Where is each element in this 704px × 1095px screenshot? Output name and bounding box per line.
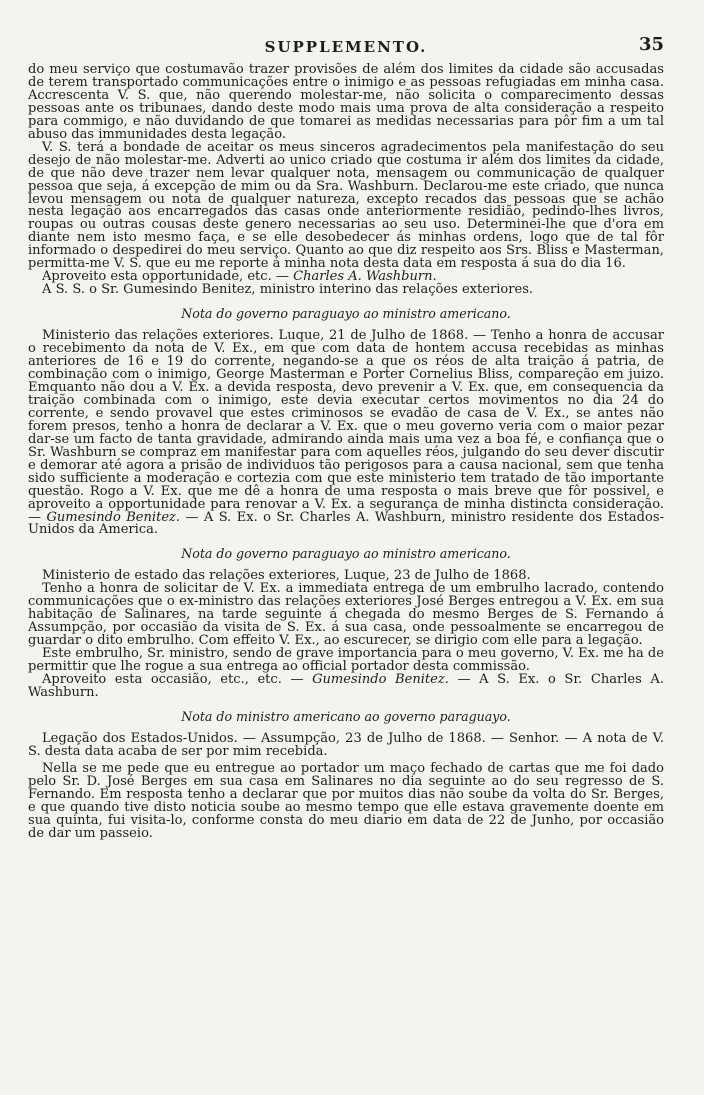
page-header	[28, 34, 664, 64]
signature: Gumesindo Benitez.	[312, 672, 449, 688]
page-number: 35	[638, 34, 664, 55]
addressee: — A S. Ex. o Sr. Charles A. Washburn, ministro residente dos Estados-Unidos da America.	[28, 509, 664, 538]
paragraph: Ministerio de estado das relações exteriores, Luque, 23 de Julho de 1868.	[42, 568, 531, 584]
signature: Charles A. Washburn.	[293, 269, 437, 285]
paragraph: V. S. terá a bondade de aceitar os meus sinceros agradecimentos pela manifestação do seu desejo de não molestar-me. Adverti ao unico criado que costuma ir além dos limites da cidade, de que não deve trazer nem levar qualquer nota, mensagem ou communicação de qualquer pessoa que seja, á excepção de mim ou da Sra. Washburn. Declarou-me este criado, que nunca levou mensagem ou nota de qualquer natureza, excepto recados das pessoas que se achão nesta legação aos encarregados das casas onde anteriormente residião, pedindo-lhes livros, roupas ou outras cousas deste genero necessarias ao seu uso. Determinei-lhe que d'ora em diante nem isto mesmo faça, e se elle desobedecer ás minhas ordens, logo que de tal fôr informado o despedirei do meu serviço. Quanto ao que diz respeito aos Srs. Bliss e Masterman, permitta-me V. S. que eu me reporte á minha nota desta data em resposta á sua do dia 16.	[28, 139, 664, 272]
paragraph: Nella se me pede que eu entregue ao portador um maço fechado de cartas que me foi dado pelo Sr. D. José Berges em sua casa em Salinares no dia seguinte ao do seu regresso de S. Fernando. Em resposta tenho a declarar que por muitos dias não soube da volta do Sr. Berges, e que quando tive disto noticia soube ao mesmo tempo que elle estava gravemente doente em sua quinta, fui visita-lo, conforme consta do meu diario em data de 22 de Junho, por occasião de dar um passeio.	[28, 760, 664, 841]
letter-washburn-continuation	[28, 64, 664, 297]
note-paraguay-21-july	[28, 306, 664, 537]
closing-text: Aproveito esta occasião, etc., etc. —	[42, 672, 313, 688]
signature: Gumesindo Benitez.	[46, 509, 181, 525]
closing-line	[28, 674, 664, 700]
addressee: — A S. Ex. o Sr. Charles A. Washburn.	[28, 672, 664, 700]
addressee: A S. S. o Sr. Gumesindo Benitez, ministro interino das relações exteriores.	[42, 282, 534, 298]
section-heading: Nota do governo paraguayo ao ministro americano.	[181, 306, 511, 322]
paragraph: Legação dos Estados-Unidos. — Assumpção, 23 de Julho de 1868. — Senhor. — A nota de V. S. desta data acaba de ser por mim recebida.	[28, 730, 664, 759]
paragraph: Este embrulho, Sr. ministro, sendo de grave importancia para o meu governo, V. Ex. me ha de permittir que lhe rogue a sua entrega ao official portador desta commissão.	[28, 646, 664, 675]
closing-text: Aproveito esta opportunidade, etc. —	[42, 269, 294, 285]
section-heading: Nota do governo paraguayo ao ministro americano.	[181, 546, 511, 562]
running-title: SUPPLEMENTO.	[264, 38, 428, 56]
paragraph: do meu serviço que costumavão trazer provisões de além dos limites da cidade são accusadas de terem transportado communicações entre o inimigo e as pessoas refugiadas em minha casa. Accrescenta V. S. que, não querendo molestar-me, não solicita o comparecimento dessas pessoas ante os tribunaes, dando deste modo mais uma prova de alta consideração a respeito para commigo, e não duvidando de que tomarei as medidas necessarias para pôr fim a um tal abuso das immunidades desta legação.	[28, 62, 664, 142]
note-paraguay-23-july	[28, 546, 664, 700]
section-heading: Nota do ministro americano ao governo paraguayo.	[181, 708, 511, 724]
note-american-23-july	[28, 709, 664, 841]
paragraph	[28, 330, 664, 537]
body-text: Ministerio das relações exteriores. Luque, 21 de Julho de 1868. — Tenho a honra de accusar o recebimento da nota de V. Ex., em que com data de hontem accusa recebidas as minhas anteriores de 16 e 19 do corrente, negando-se a que os réos de alta traição á patria, de combinação com o inimigo, George Masterman e Porter Cornelius Bliss, compareção em juizo. Emquanto não dou a V. Ex. a devida resposta, devo prevenir a V. Ex. que, em consequencia da traição combinada com o inimigo, este devia executar certos movimentos no dia 24 do corrente, e sendo provavel que estes criminosos se evadão de casa de V. Ex., se antes não forem presos, tenho a honra de declarar a V. Ex. que o meu governo veria com o maior pezar dar-se um facto de tanta gravidade, admirando ainda mais uma vez a boa fé, e confiança que o Sr. Washburn se compraz em manifestar para com aquelles réos, julgando do seu dever discutir e demorar até agora a prisão de individuos tão perigosos para a causa nacional, sem que tenha sido sufficiente a moderação e cortezia com que este ministerio tem tratado de tão importante questão. Rogo a V. Ex. que me dê a honra de uma resposta o mais breve que fôr possivel, e aproveito a opportunidade para renovar a V. Ex. a segurança de minha distincta consideração. —	[28, 328, 664, 525]
paragraph: Tenho a honra de solicitar de V. Ex. a immediata entrega de um embrulho lacrado, contendo communicações que o ex-ministro das relações exteriores José Berges entregou a V. Ex. em sua habitação de Salinares, na tarde seguinte á chegada do mesmo Berges de S. Fernando á Assumpção, por occasião da visita de S. Ex. á sua casa, onde pessoalmente se encarregou de guardar o dito embrulho. Com effeito V. Ex., ao escurecer, se dirigio com elle para a legação.	[28, 581, 664, 649]
